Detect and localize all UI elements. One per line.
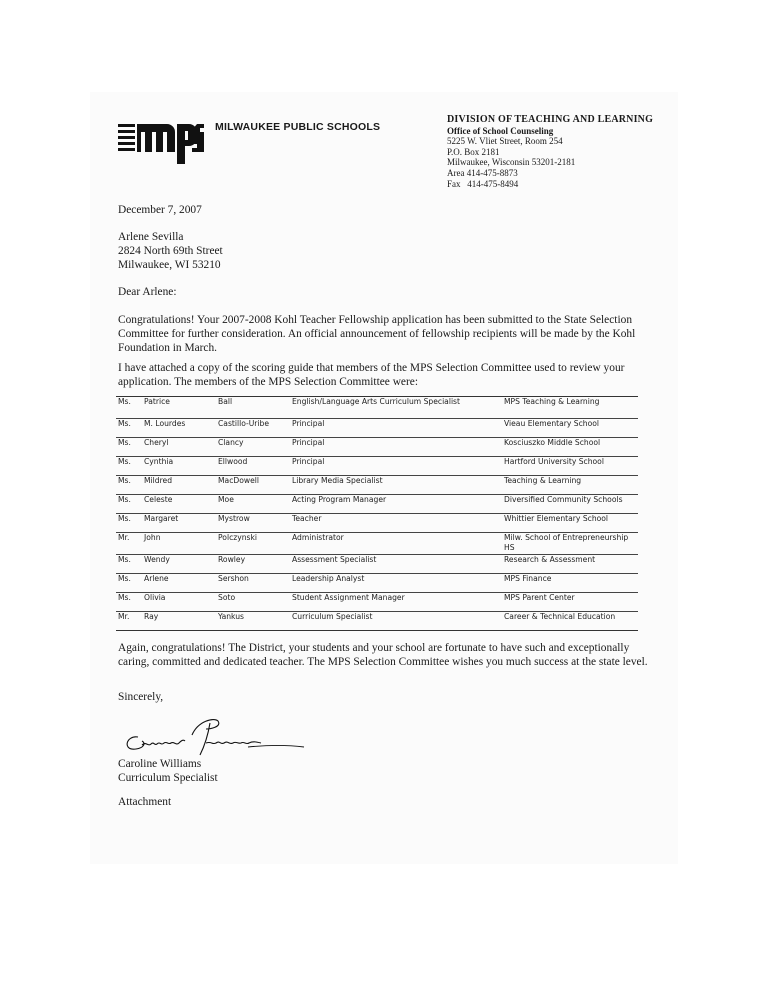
member-organization: Whittier Elementary School: [504, 514, 609, 523]
member-organization: Diversified Community Schools: [504, 495, 623, 504]
signer-block: [118, 757, 650, 785]
table-row: [116, 574, 638, 593]
division-title: DIVISION OF TEACHING AND LEARNING: [447, 114, 654, 125]
member-role: Principal: [292, 457, 325, 466]
paragraph-intro: Congratulations! Your 2007-2008 Kohl Teacher Fellowship application has been submitted to the State Selection Committee for further consideration. An official announcement of fellowship recipients will be made by the Kohl Foundation in March.: [118, 314, 636, 355]
member-role: Teacher: [292, 514, 322, 523]
table-row: [116, 457, 638, 476]
member-title: Ms.: [118, 495, 131, 504]
table-row: [116, 612, 638, 631]
member-first-name: Olivia: [144, 593, 166, 602]
recipient-street: 2824 North 69th Street: [118, 245, 223, 258]
member-organization: Milw. School of Entrepreneurship HS: [504, 533, 629, 552]
member-title: Ms.: [118, 574, 131, 583]
member-organization: MPS Finance: [504, 574, 552, 583]
table-row: [116, 593, 638, 612]
closing: Sincerely,: [118, 691, 164, 703]
office-name: Office of School Counseling: [447, 125, 554, 136]
member-organization: Hartford University School: [504, 457, 604, 466]
member-first-name: Margaret: [144, 514, 179, 523]
member-first-name: Mildred: [144, 476, 173, 485]
signer-name: Caroline Williams: [118, 758, 202, 770]
member-organization: MPS Parent Center: [504, 593, 575, 602]
mps-logo: [118, 114, 204, 170]
committee-table: [116, 396, 638, 631]
member-last-name: Rowley: [218, 555, 246, 564]
recipient-city: Milwaukee, WI 53210: [118, 259, 221, 272]
member-last-name: Clancy: [218, 438, 244, 447]
member-first-name: Wendy: [144, 555, 170, 564]
member-organization: Teaching & Learning: [504, 476, 582, 485]
table-row: [116, 397, 638, 419]
phone-number: Area 414-475-8873: [447, 167, 518, 178]
member-role: Acting Program Manager: [292, 495, 387, 504]
member-organization: Career & Technical Education: [504, 612, 616, 621]
member-first-name: M. Lourdes: [144, 419, 186, 428]
school-name: MILWAUKEE PUBLIC SCHOOLS: [215, 121, 381, 133]
member-first-name: Arlene: [144, 574, 169, 583]
member-role: Assessment Specialist: [292, 555, 377, 564]
paragraph-committee: I have attached a copy of the scoring guide that members of the MPS Selection Committee used to review your application. The members of the MPS Selection Committee were:: [118, 362, 625, 389]
member-title: Mr.: [118, 533, 130, 542]
table-row: [116, 476, 638, 495]
member-first-name: Celeste: [144, 495, 173, 504]
member-title: Mr.: [118, 612, 130, 621]
salutation: Dear Arlene:: [118, 286, 177, 298]
table-row: [116, 555, 638, 574]
signature: [118, 715, 308, 763]
member-last-name: Polczynski: [218, 533, 257, 542]
member-last-name: Ball: [218, 397, 233, 406]
member-title: Ms.: [118, 593, 131, 602]
member-title: Ms.: [118, 419, 131, 428]
table-row: [116, 514, 638, 533]
member-title: Ms.: [118, 514, 131, 523]
attachment-note: Attachment: [118, 796, 172, 808]
letterhead-contact: [447, 115, 653, 189]
member-title: Ms.: [118, 438, 131, 447]
address-line: Milwaukee, Wisconsin 53201-2181: [447, 157, 576, 168]
member-role: Student Assignment Manager: [292, 593, 405, 602]
recipient-address: [118, 230, 650, 273]
member-last-name: Ellwood: [218, 457, 248, 466]
member-organization: Vieau Elementary School: [504, 419, 600, 428]
table-row: [116, 533, 638, 555]
member-title: Ms.: [118, 457, 131, 466]
member-last-name: Soto: [218, 593, 236, 602]
table-row: [116, 495, 638, 514]
table-row: [116, 419, 638, 438]
fax-number: Fax 414-475-8494: [447, 178, 519, 189]
member-last-name: Mystrow: [218, 514, 250, 523]
member-organization: Research & Assessment: [504, 555, 596, 564]
member-role: Library Media Specialist: [292, 476, 383, 485]
member-last-name: Yankus: [218, 612, 244, 621]
member-first-name: John: [144, 533, 161, 542]
member-organization: MPS Teaching & Learning: [504, 397, 600, 406]
member-role: Principal: [292, 438, 325, 447]
address-line: P.O. Box 2181: [447, 146, 500, 157]
member-role: Administrator: [292, 533, 344, 542]
signer-title: Curriculum Specialist: [118, 772, 218, 785]
member-last-name: Castillo-Uribe: [218, 419, 270, 428]
member-first-name: Patrice: [144, 397, 170, 406]
member-role: Principal: [292, 419, 325, 428]
member-last-name: MacDowell: [218, 476, 259, 485]
member-first-name: Cynthia: [144, 457, 174, 466]
member-title: Ms.: [118, 476, 131, 485]
member-title: Ms.: [118, 555, 131, 564]
member-first-name: Ray: [144, 612, 159, 621]
paragraph-closing: Again, congratulations! The District, your students and your school are fortunate to have such and exceptionally caring, committed and dedicated teacher. The MPS Selection Committee wishes you much success at the state level.: [118, 642, 648, 669]
table-row: [116, 438, 638, 457]
member-last-name: Moe: [218, 495, 234, 504]
member-organization: Kosciuszko Middle School: [504, 438, 601, 447]
member-role: Curriculum Specialist: [292, 612, 373, 621]
member-last-name: Sershon: [218, 574, 249, 583]
address-line: 5225 W. Vliet Street, Room 254: [447, 136, 563, 147]
member-role: English/Language Arts Curriculum Specialist: [292, 397, 460, 406]
letter-date: December 7, 2007: [118, 204, 202, 216]
recipient-name: Arlene Sevilla: [118, 231, 184, 243]
member-role: Leadership Analyst: [292, 574, 365, 583]
member-title: Ms.: [118, 397, 131, 406]
member-first-name: Cheryl: [144, 438, 169, 447]
